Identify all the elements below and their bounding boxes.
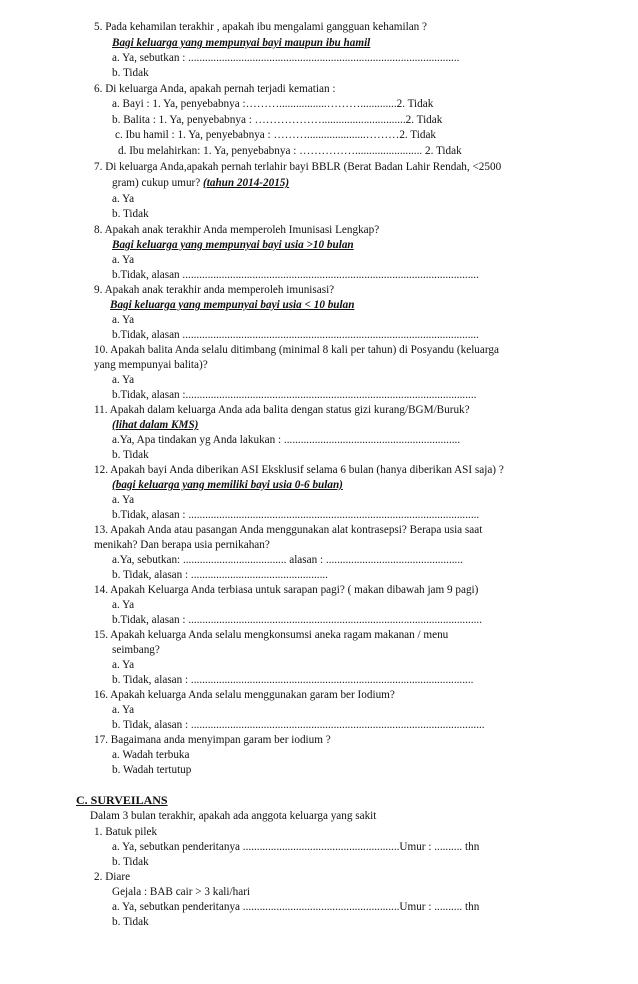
answer-option: a.Ya, sebutkan: ..................................... alasan : ................................................. xyxy=(112,554,463,566)
answer-option: a. Ya xyxy=(112,494,135,506)
note-question-9: Bagi keluarga yang mempunyai bayi usia < 10 bulan xyxy=(110,299,355,311)
note-question-12: (bagi keluarga yang memiliki bayi usia 0-6 bulan) xyxy=(112,479,343,491)
note-question-5: Bagi keluarga yang mempunyai bayi maupun ibu hamil xyxy=(112,37,371,49)
question-10: 10. Apakah balita Anda selalu ditimbang (minimal 8 kali per tahun) di Posyandu (keluarga xyxy=(94,344,499,356)
answer-option: a. Ya xyxy=(112,599,135,611)
question-11: 11. Apakah dalam keluarga Anda ada balita dengan status gizi kurang/BGM/Buruk? xyxy=(94,404,470,416)
answer-option: b. Wadah tertutup xyxy=(112,764,192,776)
answer-option: b.Tidak, alasan : ......................................................................................................... xyxy=(112,614,483,626)
answer-option: b. Tidak xyxy=(112,916,149,928)
question-7: 7. Di keluarga Anda,apakah pernah terlahir bayi BBLR (Berat Badan Lahir Rendah, <2500 xyxy=(94,161,502,173)
answer-option: d. Ibu melahirkan: 1. Ya, penyebabnya : ……………........................ 2. Tidak xyxy=(118,145,462,157)
question-17: 17. Bagaimana anda menyimpan garam ber iodium ? xyxy=(94,734,331,746)
question-8: 8. Apakah anak terakhir Anda memperoleh Imunisasi Lengkap? xyxy=(94,224,380,236)
question-5: 5. Pada kehamilan terakhir , apakah ibu mengalami gangguan kehamilan ? xyxy=(94,21,428,33)
answer-option: a. Ya xyxy=(112,659,135,671)
answer-option: b.Tidak, alasan .......................................................................................................... xyxy=(112,329,479,341)
answer-option: a.Ya, Apa tindakan yg Anda lakukan : ............................................................... xyxy=(112,434,461,446)
question-6: 6. Di keluarga Anda, apakah pernah terjadi kematian : xyxy=(94,83,336,95)
answer-option: a. Ya, sebutkan : ................................................................................................. xyxy=(112,52,460,64)
answer-option: b. Tidak xyxy=(112,449,149,461)
question-16: 16. Apakah keluarga Anda selalu menggunakan garam ber Iodium? xyxy=(94,689,395,701)
answer-option: a. Bayi : 1. Ya, penyebabnya :……….................……….............2. Tidak xyxy=(112,98,434,110)
answer-option: b. Tidak xyxy=(112,856,149,868)
answer-option: a. Ya xyxy=(112,374,135,386)
question-7-text: gram) cukup umur? xyxy=(112,177,201,189)
section-heading-surveilans: C. SURVEILANS xyxy=(76,793,168,807)
note-question-8: Bagi keluarga yang mempunyai bayi usia >10 bulan xyxy=(112,239,354,251)
answer-option: a. Ya xyxy=(112,193,135,205)
question-15: 15. Apakah keluarga Anda selalu mengkonsumsi aneka ragam makanan / menu xyxy=(94,629,449,641)
answer-option: a. Ya, sebutkan penderitanya ........................................................Umur : .......... thn xyxy=(112,901,480,913)
question-7-cont xyxy=(112,176,289,190)
question-9: 9. Apakah anak terakhir anda memperoleh imunisasi? xyxy=(94,284,335,296)
answer-option: a. Ya xyxy=(112,314,135,326)
question-15-cont: seimbang? xyxy=(112,644,160,656)
answer-option: a. Ya xyxy=(112,704,135,716)
answer-option: b.Tidak, alasan :........................................................................................................ xyxy=(112,389,477,401)
answer-option: a. Wadah terbuka xyxy=(112,749,190,761)
question-12: 12. Apakah bayi Anda diberikan ASI Eksklusif selama 6 bulan (hanya diberikan ASI saja) ? xyxy=(94,464,504,476)
answer-option: b. Tidak xyxy=(112,67,149,79)
question-10-cont: yang mempunyai balita)? xyxy=(94,359,208,371)
question-13: 13. Apakah Anda atau pasangan Anda menggunakan alat kontrasepsi? Berapa usia saat xyxy=(94,524,483,536)
question-13-cont: menikah? Dan berapa usia pernikahan? xyxy=(94,539,270,551)
symptom-note: Gejala : BAB cair > 3 kali/hari xyxy=(112,886,251,898)
answer-option: b. Tidak, alasan : ................................................. xyxy=(112,569,328,581)
note-question-7: (tahun 2014-2015) xyxy=(203,177,290,189)
answer-option: c. Ibu hamil : 1. Ya, penyebabnya : ……….....................………2. Tidak xyxy=(115,129,437,141)
answer-option: a. Ya xyxy=(112,254,135,266)
answer-option: b. Balita : 1. Ya, penyebabnya : ………………..............................2. Tidak xyxy=(112,114,443,126)
surveilans-item-2: 2. Diare xyxy=(94,871,131,883)
question-14: 14. Apakah Keluarga Anda terbiasa untuk sarapan pagi? ( makan dibawah jam 9 pagi) xyxy=(94,584,479,596)
answer-option: b. Tidak, alasan : ..................................................................................................... xyxy=(112,674,474,686)
answer-option: b.Tidak, alasan : ........................................................................................................ xyxy=(112,509,480,521)
surveilans-intro: Dalam 3 bulan terakhir, apakah ada anggota keluarga yang sakit xyxy=(90,810,377,822)
answer-option: b. Tidak xyxy=(112,208,149,220)
answer-option: b. Tidak, alasan : ......................................................................................................... xyxy=(112,719,485,731)
note-question-11: (lihat dalam KMS) xyxy=(112,419,199,431)
surveilans-item-1: 1. Batuk pilek xyxy=(94,826,158,838)
answer-option: a. Ya, sebutkan penderitanya ........................................................Umur : .......... thn xyxy=(112,841,480,853)
answer-option: b.Tidak, alasan .......................................................................................................... xyxy=(112,269,479,281)
